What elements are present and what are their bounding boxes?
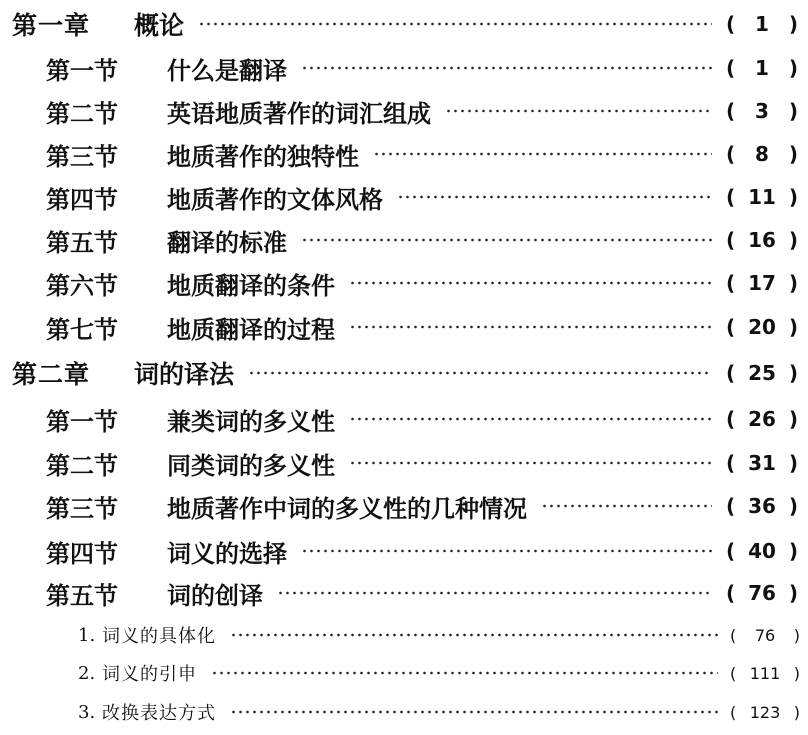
toc-entry-section[interactable] (46, 484, 808, 528)
paren-close: ) (788, 56, 798, 80)
page-reference (726, 185, 808, 209)
page-number: 1 (755, 12, 769, 36)
dot-leader (349, 281, 712, 285)
entry-number: 3. (78, 701, 96, 723)
paren-close: ) (788, 271, 798, 295)
paren-open: ( (730, 663, 737, 683)
page-reference (726, 407, 808, 431)
entry-title: 词的译法 (134, 360, 235, 389)
paren-open: ( (726, 12, 736, 36)
paren-close: ) (788, 539, 798, 563)
entry-number: 第三节 (46, 493, 118, 523)
page-reference (730, 626, 808, 645)
entry-number: 第二章 (12, 360, 91, 389)
dot-leader (373, 152, 712, 156)
page-number: 26 (748, 407, 776, 431)
dot-leader (349, 461, 712, 465)
paren-close: ) (788, 12, 798, 36)
dot-leader (301, 66, 712, 70)
entry-title: 地质著作的文体风格 (167, 184, 383, 214)
page-reference (726, 12, 808, 36)
dot-leader (541, 504, 712, 508)
paren-open: ( (726, 228, 736, 252)
entry-number: 第一章 (12, 11, 91, 40)
page-number: 36 (748, 494, 776, 518)
dot-leader (211, 671, 718, 675)
page-number: 20 (748, 315, 776, 339)
paren-open: ( (726, 581, 736, 605)
entry-title: 词义的具体化 (102, 626, 216, 647)
page-reference (726, 271, 808, 295)
dot-leader (349, 417, 712, 421)
paren-open: ( (726, 315, 736, 339)
entry-title: 词义的选择 (167, 538, 287, 568)
paren-open: ( (726, 99, 736, 123)
dot-leader (277, 591, 712, 595)
toc-entry-section[interactable] (46, 175, 808, 219)
dot-leader (445, 109, 712, 113)
entry-title: 兼类词的多义性 (167, 406, 335, 436)
page-number: 40 (748, 539, 776, 563)
page-reference (726, 581, 808, 605)
toc-entry-subsection[interactable] (78, 656, 808, 690)
page-reference (726, 56, 808, 80)
paren-close: ) (788, 99, 798, 123)
page-reference (726, 315, 808, 339)
entry-title: 什么是翻译 (167, 55, 287, 85)
toc-entry-chapter-2[interactable] (12, 351, 808, 395)
page-number: 76 (748, 581, 776, 605)
paren-close: ) (788, 185, 798, 209)
paren-close: ) (793, 625, 800, 645)
entry-title: 概论 (134, 11, 185, 40)
page-number: 1 (755, 56, 769, 80)
page-reference (726, 539, 808, 563)
entry-title: 地质翻译的过程 (167, 314, 335, 344)
entry-title: 词义的引申 (102, 664, 197, 685)
paren-close: ) (788, 581, 798, 605)
paren-open: ( (726, 361, 736, 385)
paren-open: ( (726, 142, 736, 166)
entry-number: 第五节 (46, 580, 118, 610)
page-reference (730, 664, 808, 683)
page-number: 76 (754, 625, 776, 645)
paren-open: ( (726, 271, 736, 295)
toc-entry-section[interactable] (46, 261, 808, 305)
page-number: 25 (748, 361, 776, 385)
paren-open: ( (726, 185, 736, 209)
paren-open: ( (730, 625, 737, 645)
entry-title: 地质著作中词的多义性的几种情况 (167, 493, 527, 523)
entry-title: 地质翻译的条件 (167, 270, 335, 300)
paren-close: ) (788, 142, 798, 166)
toc-entry-subsection[interactable] (78, 695, 808, 729)
entry-number: 2. (78, 662, 96, 684)
page-number: 8 (755, 142, 769, 166)
entry-number: 第七节 (46, 314, 118, 344)
entry-number: 第五节 (46, 227, 118, 257)
entry-number: 1. (78, 624, 96, 646)
toc-entry-section[interactable] (46, 571, 808, 615)
dot-leader (198, 22, 712, 26)
paren-open: ( (730, 702, 737, 722)
toc-entry-section[interactable] (46, 218, 808, 262)
paren-close: ) (788, 451, 798, 475)
entry-title: 地质著作的独特性 (167, 141, 359, 171)
toc-entry-section[interactable] (46, 132, 808, 176)
paren-close: ) (793, 663, 800, 683)
toc-entry-section[interactable] (46, 529, 808, 573)
page-reference (726, 142, 808, 166)
entry-number: 第三节 (46, 141, 118, 171)
toc-entry-section[interactable] (46, 441, 808, 485)
paren-close: ) (788, 361, 798, 385)
paren-open: ( (726, 451, 736, 475)
entry-number: 第二节 (46, 450, 118, 480)
paren-close: ) (788, 315, 798, 339)
toc-entry-section[interactable] (46, 397, 808, 441)
toc-entry-section[interactable] (46, 305, 808, 349)
entry-title: 英语地质著作的词汇组成 (167, 98, 431, 128)
entry-number: 第二节 (46, 98, 118, 128)
dot-leader (349, 325, 712, 329)
page-reference (730, 703, 808, 722)
toc-entry-chapter-1[interactable] (12, 2, 808, 46)
page-reference (726, 451, 808, 475)
entry-title: 词的创译 (167, 580, 263, 610)
paren-open: ( (726, 56, 736, 80)
page-number: 11 (748, 185, 776, 209)
page-reference (726, 361, 808, 385)
toc-entry-section[interactable] (46, 46, 808, 90)
dot-leader (248, 371, 712, 375)
entry-number: 第一节 (46, 406, 118, 436)
entry-number: 第四节 (46, 184, 118, 214)
page-number: 111 (749, 663, 781, 683)
paren-close: ) (793, 702, 800, 722)
paren-close: ) (788, 407, 798, 431)
entry-number: 第六节 (46, 270, 118, 300)
page-reference (726, 494, 808, 518)
page-number: 31 (748, 451, 776, 475)
page-number: 3 (755, 99, 769, 123)
page-number: 17 (748, 271, 776, 295)
dot-leader (397, 195, 712, 199)
entry-number: 第四节 (46, 538, 118, 568)
dot-leader (301, 238, 712, 242)
toc-entry-subsection[interactable] (78, 618, 808, 652)
entry-title: 同类词的多义性 (167, 450, 335, 480)
page-number: 123 (749, 702, 781, 722)
dot-leader (230, 633, 718, 637)
entry-number: 第一节 (46, 55, 118, 85)
paren-close: ) (788, 228, 798, 252)
paren-close: ) (788, 494, 798, 518)
paren-open: ( (726, 407, 736, 431)
paren-open: ( (726, 539, 736, 563)
dot-leader (301, 549, 712, 553)
page-reference (726, 228, 808, 252)
entry-title: 翻译的标准 (167, 227, 287, 257)
page-number: 16 (748, 228, 776, 252)
dot-leader (230, 710, 718, 714)
paren-open: ( (726, 494, 736, 518)
toc-entry-section[interactable] (46, 89, 808, 133)
page-reference (726, 99, 808, 123)
entry-title: 改换表达方式 (102, 703, 216, 724)
